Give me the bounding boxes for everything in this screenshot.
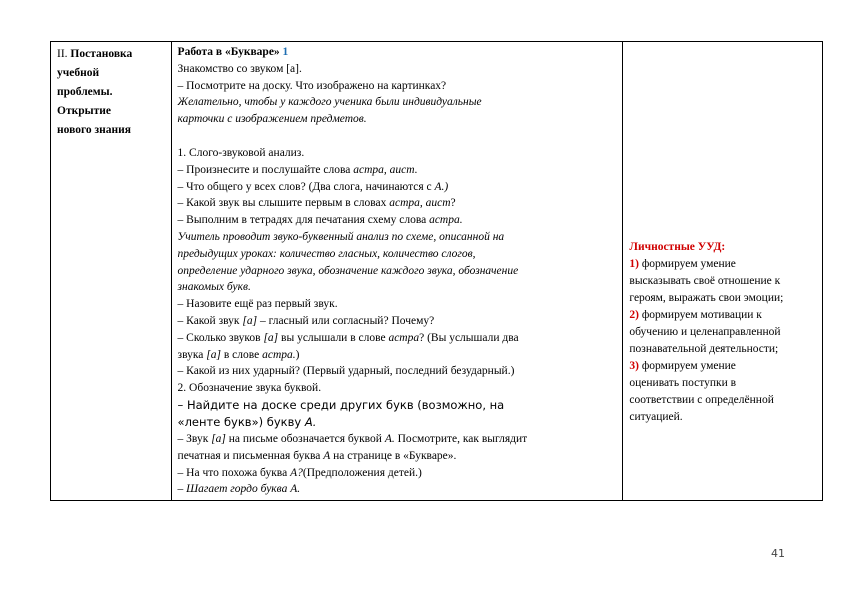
uud-line: обучению и целенаправленной <box>629 326 781 338</box>
heading-number: 1 <box>282 46 289 58</box>
question-line: – Произнесите и послушайте слова астра, аист. <box>177 163 418 176</box>
content-cell <box>171 42 623 501</box>
teacher-note: Учитель проводит звуко-буквенный анализ по схеме, описанной на <box>177 230 505 243</box>
stage-title-line: проблемы. <box>57 86 113 98</box>
stage-title-line: Открытие <box>57 105 111 117</box>
uud-line: познавательной деятельности; <box>629 343 779 355</box>
stage-title <box>57 45 167 140</box>
teacher-note: предыдущих уроках: количество гласных, количество слогов, <box>177 247 476 260</box>
question-line: – Назовите ещё раз первый звук. <box>177 298 338 311</box>
uud-line: ситуацией. <box>629 411 683 423</box>
question-line: – На что похожа буква А?(Предположения детей.) <box>177 466 422 479</box>
table-row <box>51 42 823 501</box>
question-line: – Сколько звуков [а] вы услышали в слове астра? (Вы услышали два <box>177 331 519 344</box>
uud-title: Личностные УУД: <box>629 241 726 253</box>
page-number: 41 <box>771 547 785 560</box>
teacher-note: знакомых букв. <box>177 281 251 294</box>
stage-cell <box>51 42 172 501</box>
text-line: Знакомство со звуком [а]. <box>177 62 302 75</box>
question-line: печатная и письменная буква А на странице в «Букваре». <box>177 449 457 462</box>
text-line: – Посмотрите на доску. Что изображено на картинках? <box>177 79 447 92</box>
question-line: – Какой из них ударный? (Первый ударный, последний безударный.) <box>177 365 515 378</box>
uud-cell <box>623 42 823 501</box>
stage-roman: II. <box>57 48 71 60</box>
section-heading: 2. Обозначение звука буквой. <box>177 382 322 395</box>
question-line: – Какой звук вы слышите первым в словах астра, аист? <box>177 197 456 210</box>
sans-line: «ленте букв») букву А. <box>177 414 317 429</box>
sans-line: – Найдите на доске среди других букв (возможно, на <box>177 397 505 412</box>
question-line: – Шагает гордо буква А. <box>177 483 301 496</box>
stage-title-line: нового знания <box>57 124 132 136</box>
stage-title-line: Постановка <box>70 48 133 60</box>
question-line: – Какой звук [а] – гласный или согласный? Почему? <box>177 314 435 327</box>
work-heading: Работа в «Букваре» 1 <box>177 46 289 58</box>
uud-item: 1) формируем умение <box>629 258 736 270</box>
lesson-table <box>50 41 823 501</box>
question-line: – Что общего у всех слов? (Два слога, начинаются с А.) <box>177 180 449 193</box>
section-heading: 1. Слого-звуковой анализ. <box>177 146 305 159</box>
uud-item: 3) формируем умение <box>629 360 736 372</box>
question-line: – Звук [а] на письме обозначается буквой А. Посмотрите, как выглядит <box>177 432 528 445</box>
uud-line: соответствии с определённой <box>629 394 774 406</box>
uud-line: героям, выражать свои эмоции; <box>629 292 784 304</box>
uud-line: высказывать своё отношение к <box>629 275 781 287</box>
question-line: звука [а] в слове астра.) <box>177 348 300 361</box>
teacher-note: определение ударного звука, обозначение каждого звука, обозначение <box>177 264 519 277</box>
note-line: Желательно, чтобы у каждого ученика были индивидуальные <box>177 96 482 109</box>
stage-title-line: учебной <box>57 67 100 79</box>
note-line: карточки с изображением предметов. <box>177 113 367 126</box>
uud-line: оценивать поступки в <box>629 377 737 389</box>
question-line: – Выполним в тетрадях для печатания схему слова астра. <box>177 214 463 227</box>
uud-item: 2) формируем мотивации к <box>629 309 762 321</box>
